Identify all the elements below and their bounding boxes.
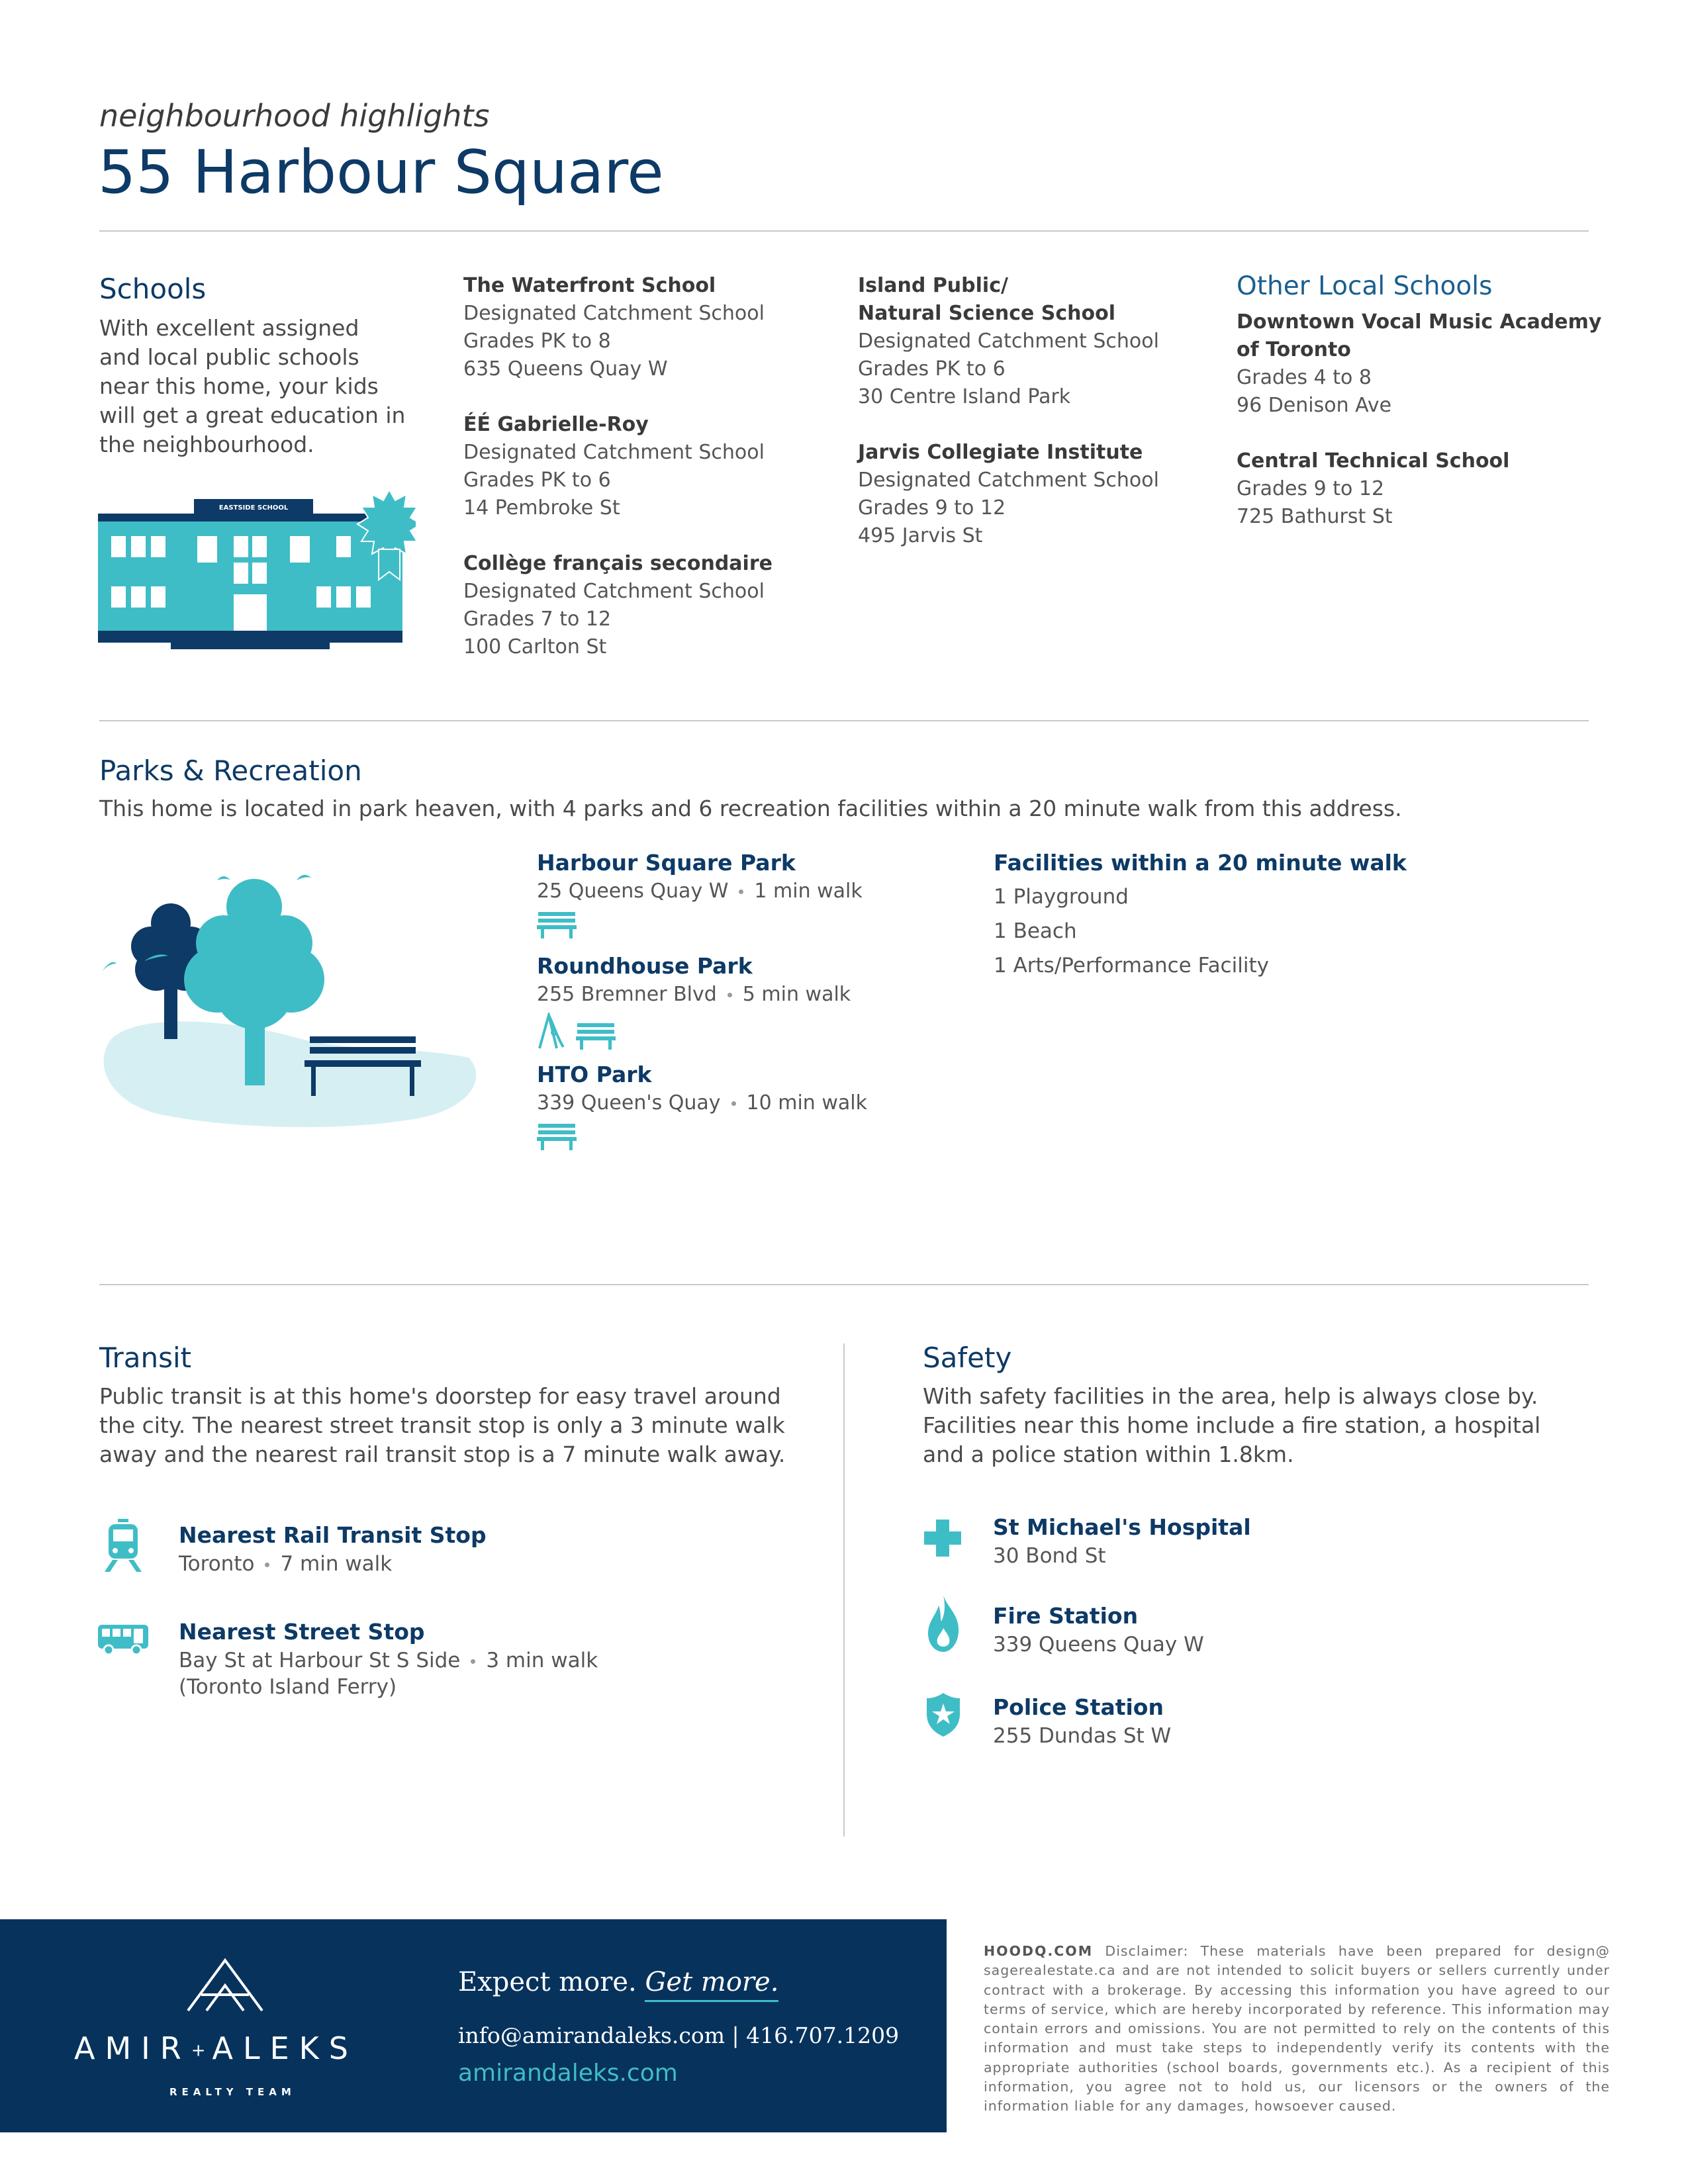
park-address: 339 Queen's Quay xyxy=(537,1091,721,1115)
disclaimer xyxy=(984,1942,1610,2116)
brand-logo-icon xyxy=(187,1958,263,2012)
park-name: Roundhouse Park xyxy=(537,953,753,979)
rail-stop-walk: 7 min walk xyxy=(280,1552,393,1576)
park-address: 255 Bremner Blvd xyxy=(537,983,717,1006)
disclaimer-text: Disclaimer: These materials have been prepared for design@ sagerealestate.ca and are not intended to solicit buyers or sellers currently under contract with a brokerage. By accessing this information you have agreed to our terms of service, which are hereby incorporated by reference. This information may contain errors and omissions. You are not permitted to rely on the contents of this information and must take steps to independently verify its contents with the appropriate authorities (school boards, governments etc.). As a recipient of this information, you agree not to hold us, our licensors or the owners of the information liable for any damages, howsoever caused. xyxy=(984,1943,1610,2115)
park-list xyxy=(537,850,867,1153)
park-address: 25 Queens Quay W xyxy=(537,880,729,903)
divider xyxy=(99,720,1589,721)
facility-item: 1 Arts/Performance Facility xyxy=(994,954,1269,978)
school-name: Collège français secondaire xyxy=(463,552,773,575)
street-stop-walk: 3 min walk xyxy=(486,1649,598,1672)
page-subtitle: neighbourhood highlights xyxy=(99,98,490,134)
schools-heading: Schools xyxy=(99,273,207,305)
rail-stop-name: Toronto xyxy=(179,1552,255,1576)
rail-stop xyxy=(179,1522,487,1577)
street-stop-title: Nearest Street Stop xyxy=(179,1619,425,1645)
other-schools-heading: Other Local Schools xyxy=(1237,271,1493,301)
safety-item-name: Police Station xyxy=(993,1694,1164,1720)
school-name: Island Public/ xyxy=(858,274,1008,297)
park-item xyxy=(537,953,867,1052)
park-illustration xyxy=(98,860,482,1145)
schools-column-2: Island Public/ Natural Science School Designated Catchment School Grades PK to 6 30 Centre Island Park Jarvis Collegiate Institute Designated Catchment School Grades 9 to 12 495 Jarvis St xyxy=(858,272,1159,550)
school-name: of Toronto xyxy=(1237,338,1351,361)
brand-name: AMIR+ALEKS xyxy=(74,2030,359,2066)
park-walk: 1 min walk xyxy=(754,880,863,903)
hospital-cross-icon xyxy=(924,1520,961,1557)
school-illustration xyxy=(98,488,416,654)
schools-column-3: Downtown Vocal Music Academy of Toronto Grades 4 to 8 96 Denison Ave Central Technical School Grades 9 to 12 725 Bathurst St xyxy=(1237,308,1601,531)
parks-intro: This home is located in park heaven, with 4 parks and 6 recreation facilities within a 20 minute walk from this address. xyxy=(99,796,1402,821)
bench-icon xyxy=(537,909,577,938)
page-title: 55 Harbour Square xyxy=(98,138,664,207)
tagline: Expect more. Get more. xyxy=(458,1967,778,1997)
bench-icon xyxy=(576,1021,616,1050)
divider xyxy=(99,1284,1589,1285)
playground-icon xyxy=(537,1013,566,1050)
park-name: HTO Park xyxy=(537,1062,652,1087)
schools-intro: With excellent assigned and local public schools near this home, your kids will get a great education in the neighbourhood. xyxy=(99,315,406,457)
school-name: Jarvis Collegiate Institute xyxy=(858,441,1143,464)
park-item xyxy=(537,1062,867,1153)
facilities xyxy=(994,850,1407,983)
park-name: Harbour Square Park xyxy=(537,850,796,876)
divider xyxy=(99,230,1589,232)
safety-intro: With safety facilities in the area, help is always close by. Facilities near this home include a fire station, a hospital and a police station within 1.8km. xyxy=(923,1383,1541,1467)
school-name: Central Technical School xyxy=(1237,449,1510,473)
park-walk: 5 min walk xyxy=(742,983,851,1006)
school-name: Downtown Vocal Music Academy xyxy=(1237,310,1602,334)
transit-heading: Transit xyxy=(99,1342,192,1374)
safety-item-name: St Michael's Hospital xyxy=(993,1514,1251,1540)
column-divider xyxy=(843,1343,845,1837)
facility-item: 1 Beach xyxy=(994,919,1077,943)
brand-subtitle: REALTY TEAM xyxy=(169,2086,296,2098)
rail-stop-title: Nearest Rail Transit Stop xyxy=(179,1522,487,1548)
fire-icon xyxy=(927,1595,960,1652)
park-item xyxy=(537,850,867,941)
park-walk: 10 min walk xyxy=(746,1091,867,1115)
safety-item-name: Fire Station xyxy=(993,1603,1139,1629)
safety-item xyxy=(993,1694,1171,1749)
safety-item-address: 339 Queens Quay W xyxy=(993,1633,1204,1657)
website-link[interactable]: amirandaleks.com xyxy=(458,2060,678,2087)
disclaimer-brand: HOODQ.COM xyxy=(984,1943,1094,1959)
street-stop xyxy=(179,1619,598,1700)
safety-heading: Safety xyxy=(923,1342,1012,1374)
facilities-heading: Facilities within a 20 minute walk xyxy=(994,850,1407,876)
footer-banner xyxy=(0,1919,947,2132)
safety-item xyxy=(993,1514,1251,1569)
parks-heading: Parks & Recreation xyxy=(99,754,362,787)
street-stop-name: Bay St at Harbour St S Side xyxy=(179,1649,461,1672)
facility-item: 1 Playground xyxy=(994,885,1129,909)
train-icon xyxy=(105,1519,142,1572)
police-badge-icon xyxy=(927,1693,960,1737)
schools-column-1: The Waterfront School Designated Catchment School Grades PK to 8 635 Queens Quay W ÉÉ Gabrielle-Roy Designated Catchment School Grades PK to 6 14 Pembroke St Collège français secondaire Designated Catchment School Grades 7 to 12 100 Carlton St xyxy=(463,272,773,661)
school-name: The Waterfront School xyxy=(463,274,716,297)
school-sign: EASTSIDE SCHOOL xyxy=(218,504,289,512)
street-stop-note: (Toronto Island Ferry) xyxy=(179,1675,397,1699)
school-name: ÉÉ Gabrielle-Roy xyxy=(463,413,649,436)
safety-item-address: 30 Bond St xyxy=(993,1544,1106,1568)
bus-icon xyxy=(98,1625,148,1655)
contact-info[interactable]: info@amirandaleks.com | 416.707.1209 xyxy=(458,2023,900,2048)
safety-item-address: 255 Dundas St W xyxy=(993,1724,1172,1748)
safety-item xyxy=(993,1603,1204,1658)
school-name: Natural Science School xyxy=(858,302,1116,325)
transit-intro: Public transit is at this home's doorstep for easy travel around the city. The nearest street transit stop is only a 3 minute walk away and the nearest rail transit stop is a 7 minute walk away. xyxy=(99,1383,786,1467)
bench-icon xyxy=(537,1121,577,1150)
